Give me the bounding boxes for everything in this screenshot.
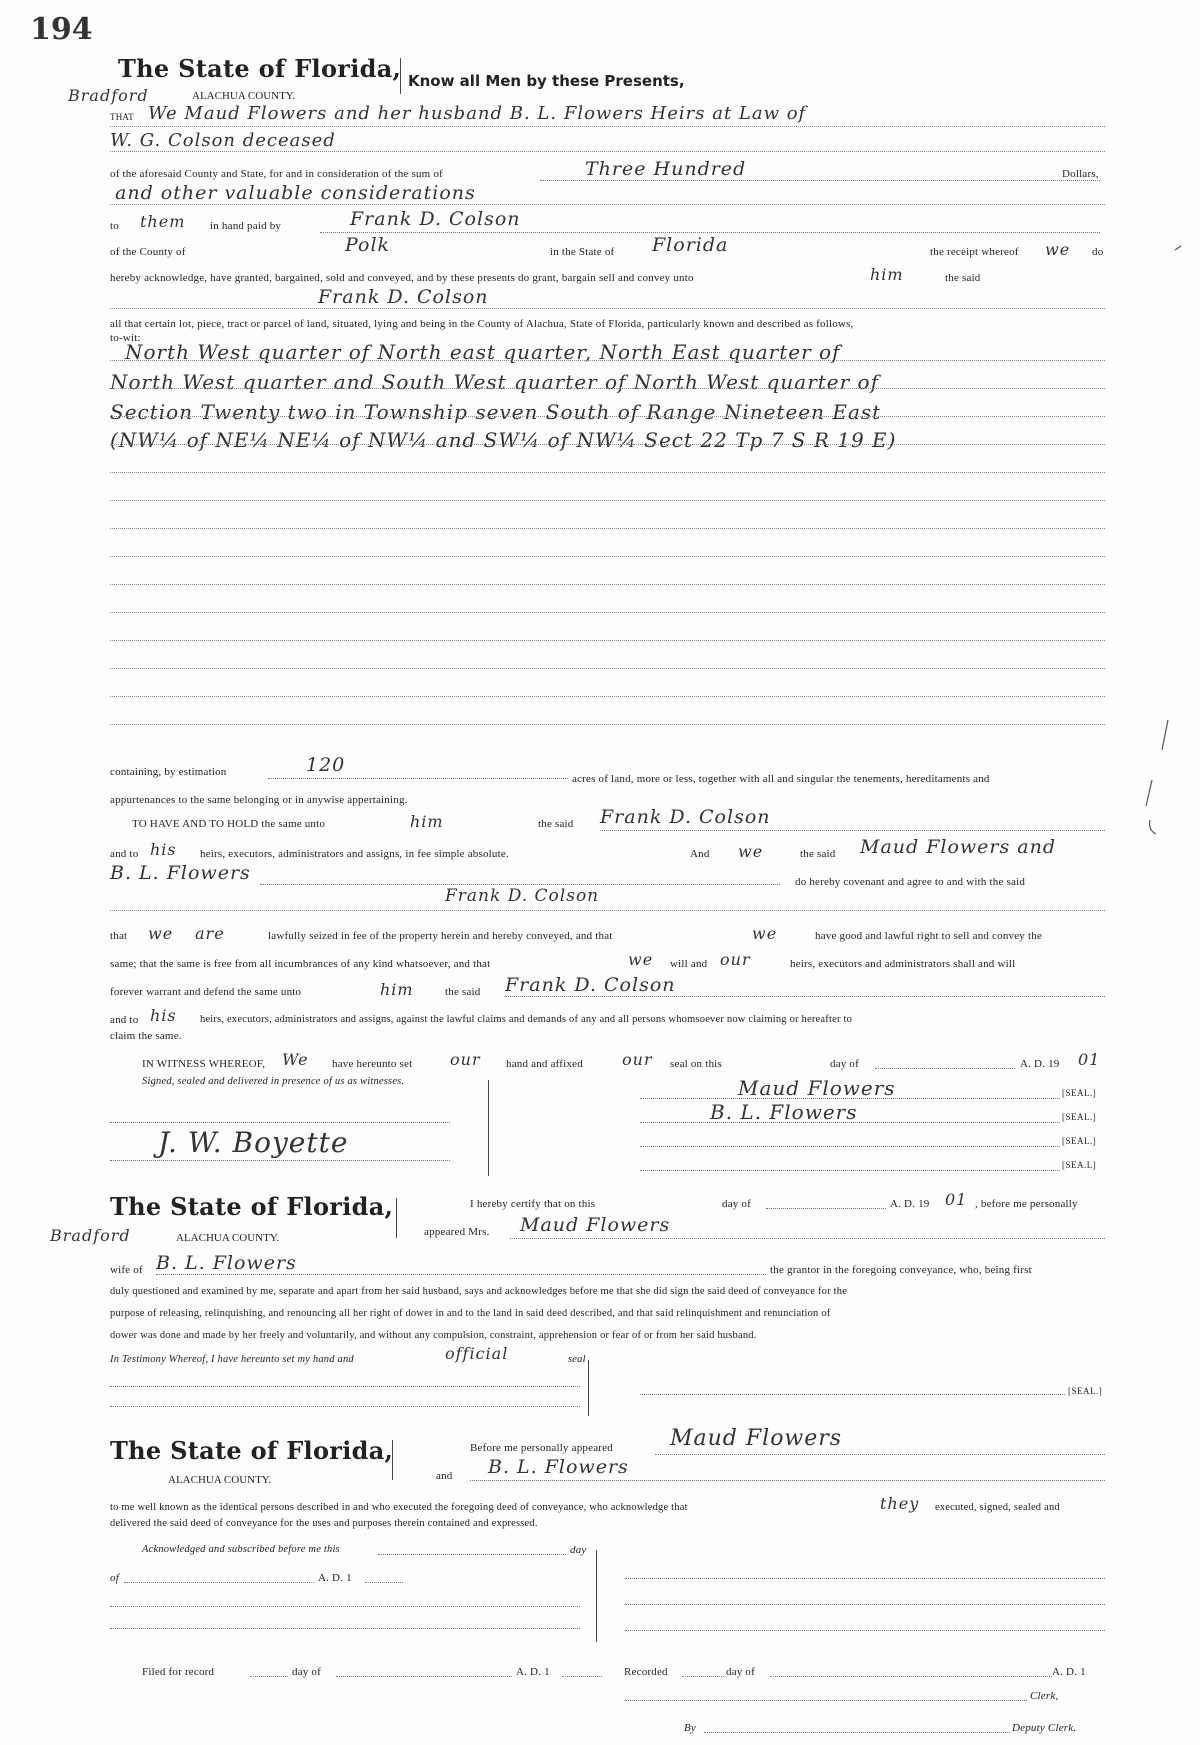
witness-year: 01 [1078,1050,1101,1069]
before-personally-text: Before me personally appeared [470,1442,613,1454]
seal-label: [SEA.L] [1062,1160,1097,1170]
testimony-seal-word: seal [568,1354,586,1365]
before-me-text: , before me personally [975,1198,1078,1210]
in-hand-paid-by: in hand paid by [210,220,282,232]
ack-of-label: of [110,1572,119,1584]
forever-text: forever warrant and defend the same unto [110,986,302,998]
husband-name: B. L. Flowers [156,1252,297,1274]
that-label-2: that [110,930,128,942]
clerk-label: Clerk, [1030,1690,1059,1702]
description-line: Section Twenty two in Township seven South of Range Nineteen East [110,400,882,424]
payer-name: Frank D. Colson [350,208,521,230]
certify-ad: A. D. 19 [890,1198,930,1210]
ruled-line [110,500,1105,501]
will-text: heirs, executors and administrators shall and will [790,958,1016,970]
heirs-his: his [150,840,177,859]
ruled-line [110,696,1105,697]
consideration-label: of the aforesaid County and State, for and in consideration of the sum of [110,168,443,180]
grantor-text: the grantor in the foregoing conveyance, who, being first [770,1264,1032,1276]
claim-text: claim the same. [110,1030,182,1042]
witness-text-2: have hereunto set [332,1058,413,1070]
seized-we2: we [752,924,778,943]
appeared-name: Maud Flowers [520,1214,671,1236]
witness-we: We [282,1050,309,1069]
acres-text: acres of land, more or less, together with all and singular the tenements, hereditaments and [572,773,990,785]
certificate-seal-label: [SEAL.] [1068,1386,1103,1396]
seal-label: [SEAL.] [1062,1088,1097,1098]
grant-to: him [870,265,904,284]
appurtenances-text: appurtenances to the same belonging or in anywise appertaining. [110,794,408,806]
will-and: will and [670,958,708,970]
grantor-signature: Maud Flowers [738,1076,896,1100]
to-label: to [110,220,119,232]
filed-ad: A. D. 1 [516,1666,550,1678]
county-printed: ALACHUA COUNTY. [192,90,296,102]
seal-label: [SEAL.] [1062,1136,1097,1146]
grant-text: hereby acknowledge, have granted, bargained, sold and conveyed, and by these presents do grant, bargain sell and convey unto [110,272,694,284]
ruled-line [110,528,1105,529]
witness-text-3: hand and affixed [506,1058,583,1070]
ack-ad: A. D. 1 [318,1572,352,1584]
ruled-line [110,668,1105,669]
grantee-name: Frank D. Colson [318,286,489,308]
certify-year: 01 [945,1190,968,1209]
receipt-who: we [1045,240,1071,259]
ack-body-1-end: executed, signed, sealed and [935,1502,1060,1513]
certificate-brace [396,1198,397,1238]
habendum-said: the said [538,818,574,830]
covenant-names: Maud Flowers and [860,836,1057,858]
seal-label: [SEAL.] [1062,1112,1097,1122]
description-line: North West quarter of North east quarter, North East quarter of [125,340,841,364]
habendum-label: TO HAVE AND TO HOLD the same unto [132,818,326,830]
habendum-to: him [410,812,444,831]
testimony-seal-handwritten: official [445,1344,509,1363]
against-text: heirs, executors, administrators and assigns, against the lawful claims and demands of any and all persons whomsoever now claiming or hereafter to [200,1014,853,1025]
county-handwritten: Bradford [68,86,149,105]
appeared-text: appeared Mrs. [424,1226,490,1238]
seized-are: are [195,924,225,943]
ruled-line [110,472,1105,473]
witness-day-of: day of [830,1058,859,1070]
county-of-label: of the County of [110,246,186,258]
state-of-label: in the State of [550,246,615,258]
testimony-brace [588,1360,589,1416]
ack-they: they [880,1494,920,1513]
ruled-line [110,556,1105,557]
that-label: THAT [110,112,134,122]
certificate-county-printed: ALACHUA COUNTY. [176,1232,280,1244]
acknowledgment-brace [392,1440,393,1480]
witness-signature: J. W. Boyette [158,1126,349,1159]
land-text: all that certain lot, piece, tract or parcel of land, situated, lying and being in the County of Alachua, State of Florida, particularly known and described as follows, [110,318,854,330]
habendum-grantee: Frank D. Colson [600,806,771,828]
will-our: our [720,950,751,969]
forever-said: the said [445,986,481,998]
description-line: (NW¼ of NE¼ NE¼ of NW¼ and SW¼ of NW¼ Sect 22 Tp 7 S R 19 E) [110,428,897,452]
ruled-line [110,584,1105,585]
wife-of-label: wife of [110,1264,143,1276]
filed-for-record: Filed for record [142,1666,215,1678]
will-we: we [628,950,654,969]
ruled-line [110,416,1105,417]
ruled-line [110,444,1105,445]
ack-name-1: Maud Flowers [670,1426,843,1451]
covenant-grantee: Frank D. Colson [445,886,600,906]
recorded-day-of: day of [726,1666,755,1678]
acres-value: 120 [306,754,346,776]
recorded-label: Recorded [624,1666,668,1678]
certify-text: I hereby certify that on this [470,1198,596,1210]
to-wit-label: to-wit: [110,332,141,344]
covenant-said: the said [800,848,836,860]
acknowledgment-county-printed: ALACHUA COUNTY. [168,1474,272,1486]
seized-we: we [148,924,174,943]
description-line: North West quarter and South West quarter of North West quarter of [110,370,879,394]
testimony-text: In Testimony Whereof, I have hereunto set my hand and [110,1354,354,1365]
certificate-body-line: purpose of releasing, relinquishing, and renouncing all her right of dower in and to the land in said deed described, and that said relinquishment and renunciation of [110,1308,831,1319]
other-considerations: and other valuable considerations [115,182,476,204]
witness-our: our [450,1050,481,1069]
same-text: same; that the same is free from all incumbrances of any kind whatsoever, and that [110,958,491,970]
certificate-body-line: dower was done and made by her freely and voluntarily, and without any compulsion, constraint, apprehension or fear of or from her said husband. [110,1330,757,1341]
certificate-body-line: duly questioned and examined by me, separate and apart from her said husband, says and acknowledges before me that she did sign the said deed of conveyance for the [110,1286,848,1297]
ruled-line [110,612,1105,613]
payer-county: Polk [345,234,391,256]
grantors-line2: W. G. Colson deceased [110,130,336,151]
ack-and-label: and [436,1470,453,1482]
receipt-label: the receipt whereof [930,246,1019,258]
ack-name-2: B. L. Flowers [488,1456,629,1478]
certificate-title: The State of Florida, [110,1192,394,1221]
heirs-his-2: his [150,1006,177,1025]
ack-day: day [570,1544,587,1556]
header-brace [400,58,401,94]
paid-to: them [140,212,186,231]
signed-text: Signed, sealed and delivered in presence of us as witnesses. [142,1076,405,1087]
acknowledgment-title: The State of Florida, [110,1436,394,1465]
page-number: 194 [30,12,93,47]
covenant-names2: B. L. Flowers [110,862,251,884]
covenant-we: we [738,842,764,861]
deputy-clerk-label: Deputy Clerk. [1012,1722,1077,1734]
certificate-county-handwritten: Bradford [50,1226,131,1245]
ack-body-1: to me well known as the identical persons described in and who executed the foregoing deed of conveyance, who acknowledge that [110,1502,688,1513]
by-label: By [684,1722,697,1734]
ruled-line [110,388,1105,389]
deed-title: The State of Florida, [118,54,402,83]
and-to-label-2: and to [110,1014,139,1026]
grantors-line1: We Maud Flowers and her husband B. L. Flowers Heirs at Law of [148,103,807,124]
certify-day-of: day of [722,1198,751,1210]
ack-subscribed-text: Acknowledged and subscribed before me this [142,1544,340,1555]
grantor-signature: B. L. Flowers [710,1100,858,1124]
ack-body-2: delivered the said deed of conveyance for the uses and purposes therein contained and expressed. [110,1518,538,1529]
covenant-text: do hereby covenant and agree to and with the said [795,876,1026,888]
and-to-label: and to [110,848,139,860]
margin-marks [1120,240,1200,840]
and-label: And [690,848,710,860]
recorded-ad: A. D. 1 [1052,1666,1086,1678]
consideration-value: Three Hundred [585,158,747,180]
dollars-label: Dollars, [1062,168,1099,180]
ruled-line [110,640,1105,641]
ack-brace [596,1550,597,1642]
forever-grantee: Frank D. Colson [505,974,676,996]
filed-day-of: day of [292,1666,321,1678]
good-right-text: have good and lawful right to sell and convey the [815,930,1042,942]
containing-label: containing, by estimation [110,766,227,778]
witness-brace [488,1080,489,1176]
grant-the-said: the said [945,272,981,284]
witness-our-2: our [622,1050,653,1069]
witness-ad: A. D. 19 [1020,1058,1060,1070]
forever-to: him [380,980,414,999]
witness-text-4: seal on this [670,1058,722,1070]
heirs-text: heirs, executors, administrators and assigns, in fee simple absolute. [200,848,509,860]
seized-text: lawfully seized in fee of the property herein and hereby conveyed, and that [268,930,613,942]
header-brace-text: Know all Men by these Presents, [408,72,685,90]
payer-state: Florida [652,234,729,256]
ruled-line [110,724,1105,725]
witness-text-1: IN WITNESS WHEREOF, [142,1058,266,1070]
do-label: do [1092,246,1104,258]
ruled-line [110,360,1105,361]
